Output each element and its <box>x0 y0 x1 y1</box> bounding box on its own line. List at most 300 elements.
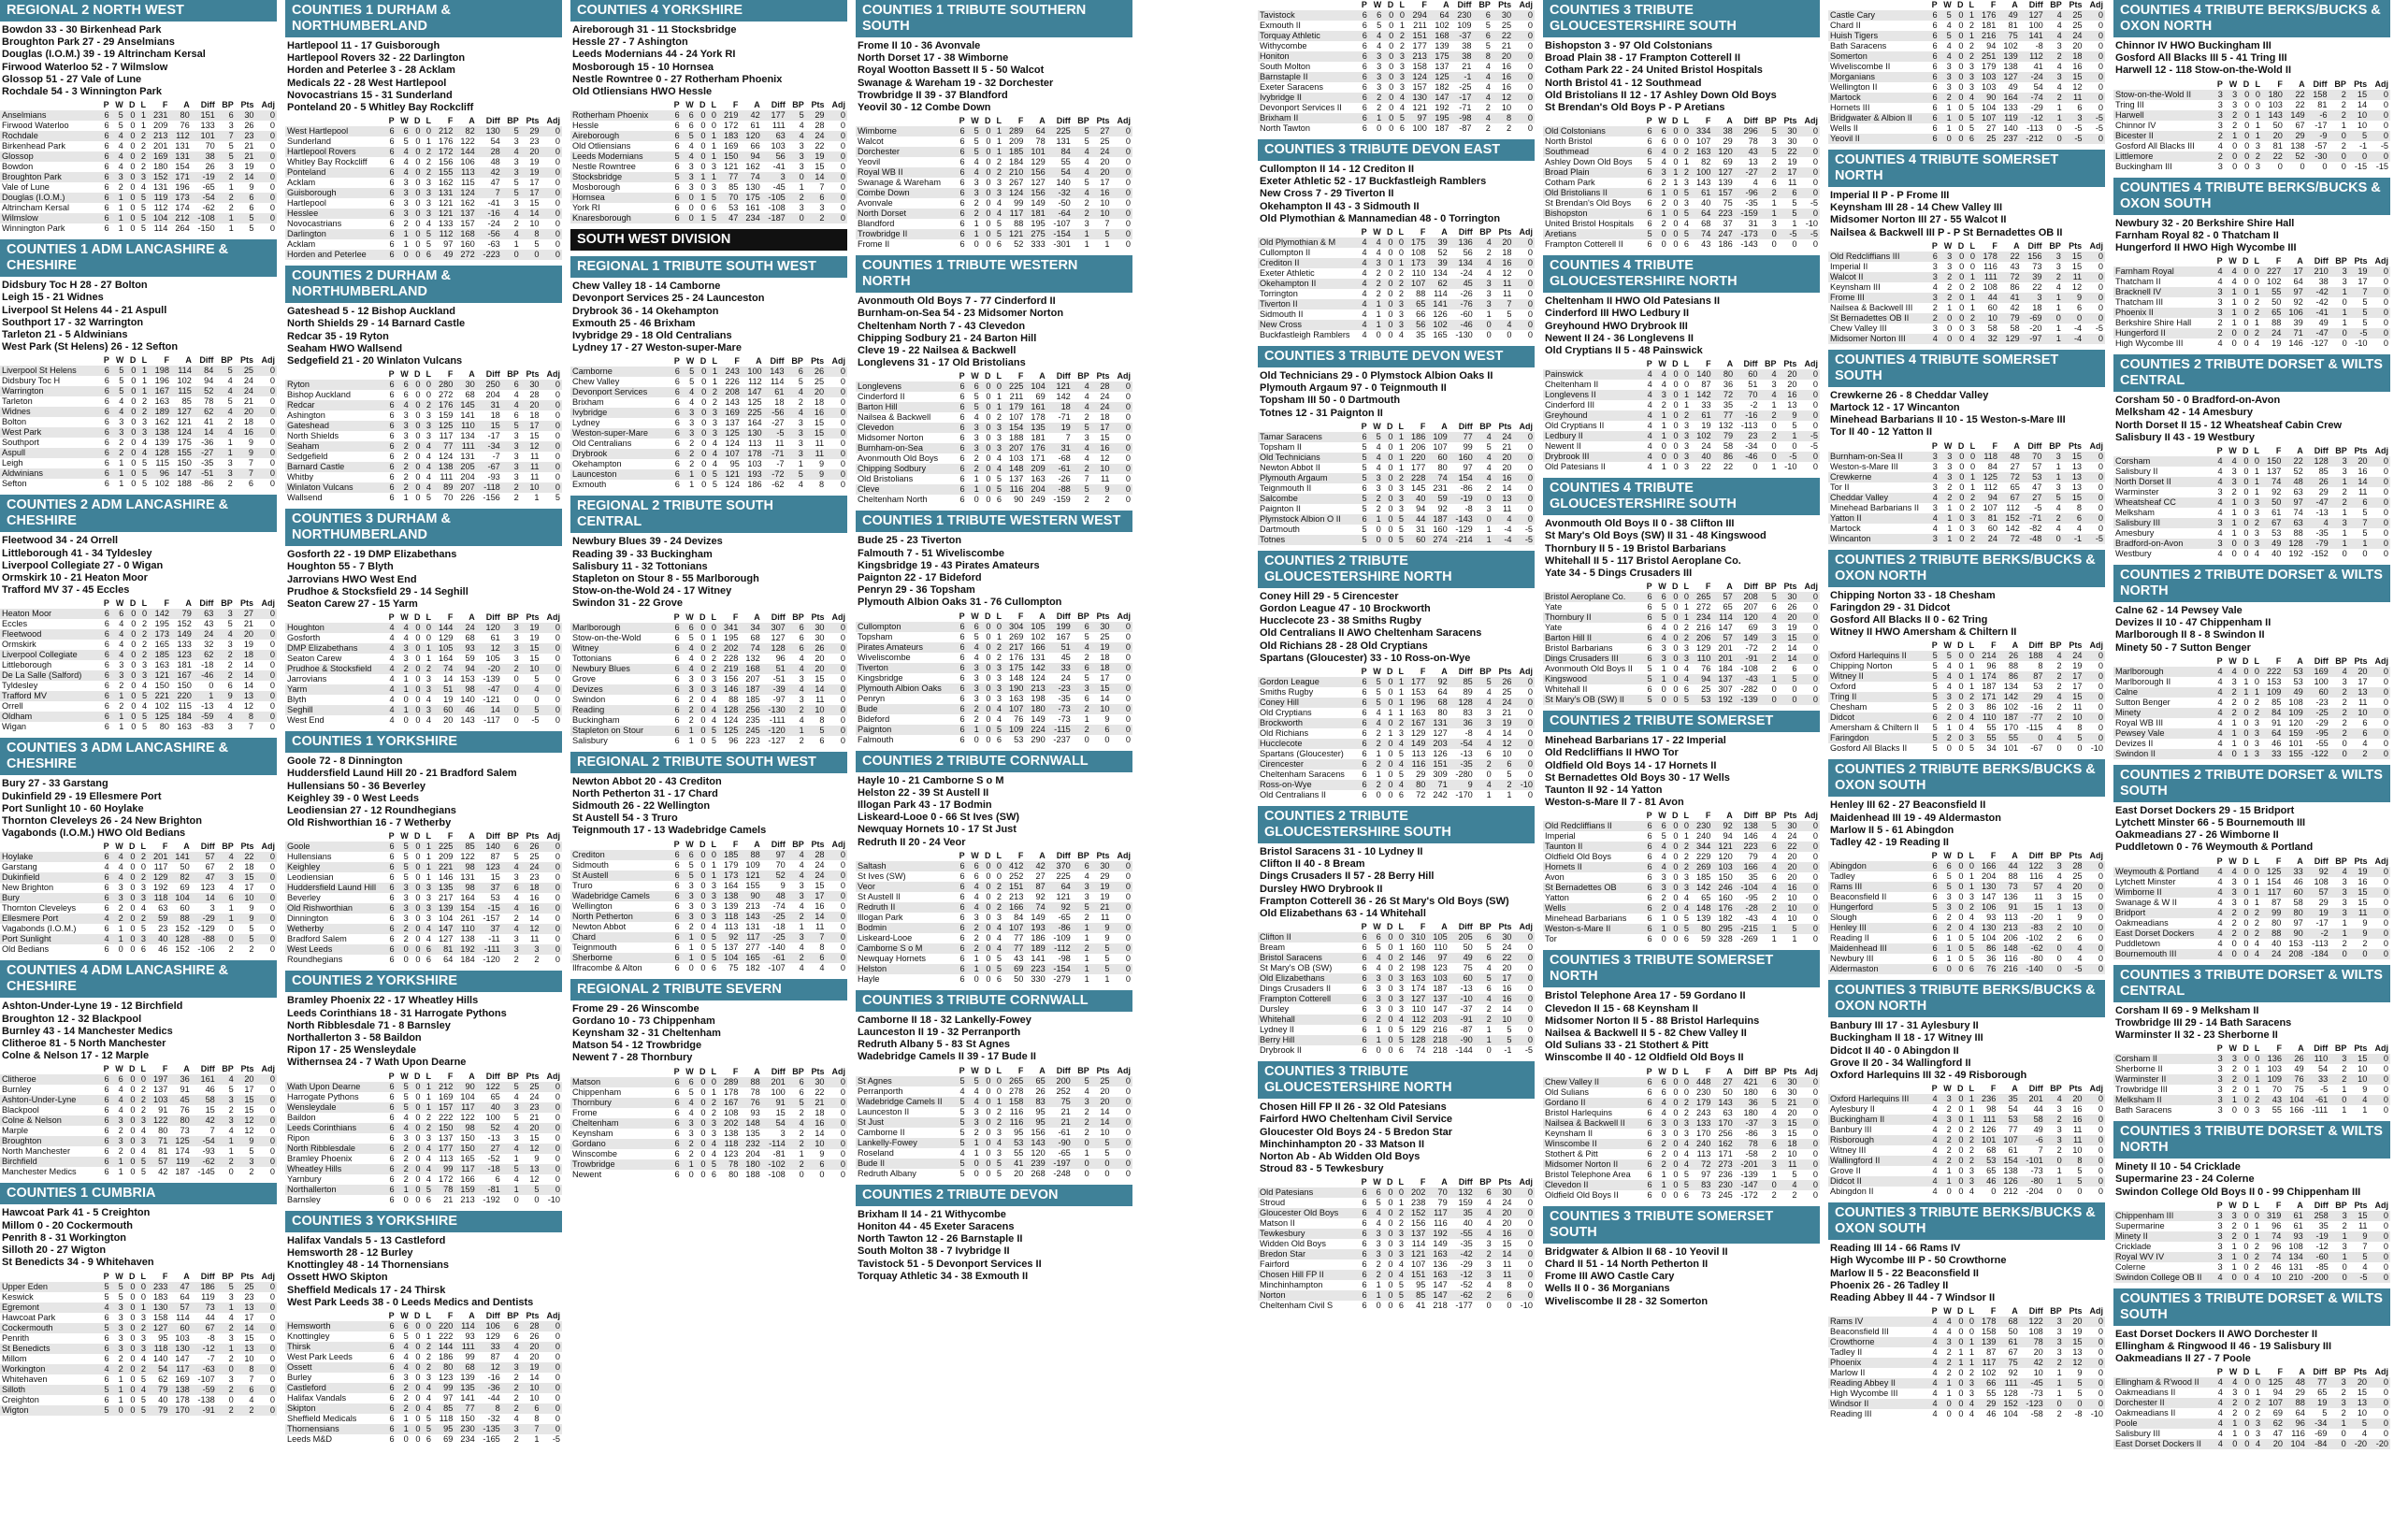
stat-cell: 5 <box>513 178 519 188</box>
stat-cell: -76 <box>1449 299 1475 309</box>
stat-cell: 4 <box>1486 1198 1492 1208</box>
stat-cell: 103 <box>747 459 762 469</box>
team-name: Upper Eden <box>0 1282 100 1292</box>
stat-cell: 0 <box>696 643 708 654</box>
stat-cell: 0 <box>707 1077 717 1087</box>
table-row <box>0 903 277 914</box>
stat-cell: 138 <box>718 891 740 901</box>
table-row <box>285 903 562 914</box>
stat-cell: 261 <box>460 914 475 924</box>
stat-cell: 2 <box>502 482 521 493</box>
table-row <box>570 377 847 387</box>
stat-cell: 1 <box>688 942 694 952</box>
team-name: Oldham <box>0 712 100 722</box>
column-header: D <box>413 612 421 623</box>
stat-cell: -18 <box>201 660 214 670</box>
stat-cell: 3 <box>1683 198 1689 209</box>
stat-cell: 76 <box>1701 664 1711 674</box>
team-name: Tyldesley <box>2 681 38 691</box>
stat-cell: 2 <box>806 213 827 223</box>
team-name: Swindon <box>572 694 606 704</box>
table-row <box>1258 1198 1535 1208</box>
stat-cell: 5 <box>1661 831 1666 842</box>
results-list <box>285 546 562 612</box>
column-header: BP <box>791 356 803 367</box>
stat-cell: 0 <box>1383 1187 1395 1198</box>
stat-cell: 0 <box>130 162 136 172</box>
stat-cell: 5 <box>1073 484 1091 495</box>
stat-cell: 4 <box>707 705 717 715</box>
stat-cell: 2 <box>502 1403 521 1414</box>
column-header: L <box>140 1271 146 1281</box>
column-header: Diff <box>770 356 785 367</box>
stat-cell: 2 <box>215 650 234 660</box>
stat-cell: 2 <box>1073 464 1091 474</box>
stat-cell: 6 <box>100 1344 111 1354</box>
stat-cell: 8 <box>1507 1280 1512 1290</box>
stat-cell: 0 <box>403 1194 409 1204</box>
stat-cell: 175 <box>1429 51 1451 62</box>
table-row <box>0 893 277 903</box>
stat-cell: 4 <box>111 852 125 862</box>
team-name: Exeter Athletic <box>1260 268 1315 279</box>
stat-cell: 0 <box>1661 441 1666 452</box>
stat-cell: 0 <box>131 376 137 386</box>
stat-cell: 341 <box>718 623 740 633</box>
team-name: Bude <box>856 704 956 714</box>
column-header: BP <box>1765 811 1777 821</box>
stat-cell: 102 <box>1435 21 1449 30</box>
league-section <box>1258 551 1535 800</box>
table-row <box>0 468 277 479</box>
stat-cell: 0 <box>696 664 708 674</box>
stat-cell: 94 <box>204 376 214 386</box>
team-name: Whitehall <box>1258 1015 1358 1025</box>
stat-cell: 99 <box>433 1383 454 1393</box>
column-header: Pts <box>240 1271 254 1281</box>
stat-cell: 178 <box>175 1394 190 1404</box>
stat-cell: 3 <box>1394 494 1405 504</box>
stat-cell: 6 <box>385 126 397 137</box>
stat-cell: 3 <box>137 427 149 438</box>
stat-cell: 0 <box>541 623 562 633</box>
stat-cell: 1 <box>1486 309 1492 320</box>
stat-cell: 6 <box>1362 687 1367 698</box>
stat-cell: 0 <box>1799 167 1820 178</box>
stat-cell: 6 <box>996 495 1002 505</box>
stat-cell: 0 <box>1388 289 1393 299</box>
stat-cell: 0 <box>541 1342 562 1352</box>
stat-cell: 5 <box>1376 1198 1381 1208</box>
stat-cell: 6 <box>671 408 682 418</box>
stat-cell: 6 <box>959 495 965 505</box>
stat-cell: -34 <box>477 441 502 452</box>
team-name: Whitley Bay Rockcliff <box>287 157 368 167</box>
stat-cell: 61 <box>764 387 786 397</box>
table-row <box>856 209 1132 219</box>
stat-cell: -5 <box>1524 1045 1533 1056</box>
stat-cell: 5 <box>249 924 254 934</box>
stat-cell: 1 <box>707 871 717 881</box>
stat-cell: 2 <box>967 464 981 474</box>
result-line: Millom 0 - 20 Cockermouth <box>2 1219 133 1231</box>
stat-cell: 105 <box>1427 932 1449 943</box>
stat-cell: 0 <box>555 1392 560 1403</box>
table-row <box>285 654 562 664</box>
column-header: Diff <box>1743 359 1758 369</box>
stat-cell: 0 <box>1112 663 1132 673</box>
stat-cell: 14 <box>806 684 827 695</box>
stat-cell: 2 <box>397 924 411 934</box>
stat-cell: 149 <box>1406 739 1427 749</box>
stat-cell: 163 <box>1691 147 1712 157</box>
stat-cell: 0 <box>1383 432 1395 442</box>
team-name: St Ives (SW) <box>858 871 906 881</box>
stat-cell: 147 <box>742 387 764 397</box>
stat-cell: 0 <box>986 672 991 683</box>
stat-cell: 4 <box>1394 1015 1405 1025</box>
stat-cell: 5 <box>1091 943 1112 954</box>
stat-cell: 168 <box>454 229 476 239</box>
stat-cell: 70 <box>205 141 215 151</box>
stat-cell: 137 <box>1008 474 1024 484</box>
league-section <box>0 960 277 1177</box>
team-name: Old Colstonians <box>1543 126 1643 137</box>
stat-cell: 3 <box>1475 279 1493 289</box>
stat-cell: 18 <box>1047 402 1073 412</box>
column-header: P <box>1361 922 1367 932</box>
table-row <box>570 643 847 654</box>
stat-cell: 0 <box>981 402 993 412</box>
stat-cell: 4 <box>425 452 431 462</box>
stat-cell: 0 <box>541 167 562 178</box>
league-section <box>570 256 847 490</box>
table-header-row <box>0 100 277 110</box>
stat-cell: 0 <box>269 182 275 193</box>
stat-cell: 0 <box>411 1082 423 1092</box>
column-header: Pts <box>1783 582 1797 592</box>
stat-cell: 2 <box>1084 412 1089 423</box>
stat-cell: 0 <box>688 203 694 213</box>
stat-cell: 0 <box>411 842 423 852</box>
stat-cell: 0 <box>1383 994 1395 1004</box>
stat-cell: 2 <box>137 1095 147 1105</box>
column-header: D <box>1387 0 1394 9</box>
stat-cell: 6 <box>1475 1187 1493 1198</box>
stat-cell: 121 <box>1406 1249 1427 1259</box>
stat-cell: -223 <box>477 250 502 260</box>
stat-cell: 3 <box>137 1344 147 1354</box>
stat-cell: 0 <box>1104 734 1110 744</box>
column-header: W <box>971 850 979 860</box>
results-list <box>1258 1099 1535 1177</box>
stat-cell: -11 <box>488 934 500 944</box>
team-name: Tottonians <box>572 653 612 663</box>
team-name: Pirates Amateurs <box>856 642 956 653</box>
stat-cell: -130 <box>762 705 787 715</box>
table-row <box>285 1174 562 1185</box>
stat-cell: 80 <box>169 1115 191 1126</box>
stat-cell: 2 <box>799 1128 804 1138</box>
stat-cell: 3 <box>1084 891 1089 901</box>
result-line: Bowdon 33 - 30 Birkenhead Park <box>2 24 162 36</box>
stat-cell: 5 <box>1394 1290 1405 1301</box>
stat-cell: 0 <box>1125 219 1131 229</box>
stat-cell: 6 <box>806 193 827 203</box>
result-line: Paignton 22 - 17 Bideford <box>858 572 982 584</box>
stat-cell: 1 <box>534 1433 540 1444</box>
team-name: Barton Hill <box>856 402 956 412</box>
stat-cell: 13 <box>235 691 255 701</box>
stat-cell: 212 <box>433 1082 454 1092</box>
column-header: Diff <box>485 612 500 623</box>
stat-cell: 157 <box>1712 188 1734 198</box>
stat-cell: 15 <box>244 1332 254 1343</box>
stat-cell: 97 <box>443 239 454 250</box>
table-row <box>0 141 277 151</box>
stat-cell: 63 <box>762 131 787 141</box>
stat-cell: 163 <box>1406 973 1427 984</box>
stat-cell: -81 <box>477 1185 502 1195</box>
stat-cell: 5 <box>682 871 696 881</box>
stat-cell: 177 <box>1412 41 1427 50</box>
stat-cell: 15 <box>529 431 540 441</box>
team-name: Hemsworth <box>285 1321 385 1331</box>
stat-cell: 6 <box>956 943 967 954</box>
stat-cell: 4 <box>228 883 234 893</box>
stat-cell: 17 <box>244 1312 254 1322</box>
stat-cell: 201 <box>152 141 168 151</box>
team-name: Blandford <box>858 219 895 229</box>
column-header: Adj <box>546 369 560 380</box>
stat-cell: -5 <box>1779 229 1799 239</box>
stat-cell: -93 <box>487 472 500 482</box>
table-row <box>285 1123 562 1133</box>
stat-cell: 185 <box>1003 147 1025 157</box>
stat-cell: 3 <box>1369 994 1383 1004</box>
stat-cell: 0 <box>840 203 845 213</box>
stat-cell: 296 <box>1735 126 1760 137</box>
stat-cell: 4 <box>1486 963 1492 973</box>
table-row <box>1543 431 1820 441</box>
column-header: D <box>1386 667 1393 677</box>
stat-cell: 3 <box>1369 72 1383 82</box>
stat-cell: 6 <box>956 443 967 453</box>
result-line: Dings Crusaders II 57 - 28 Berry Hill <box>1260 871 1435 883</box>
stat-cell: 6 <box>104 619 109 629</box>
stat-cell: 272 <box>1695 602 1711 612</box>
stat-cell: 16 <box>521 903 541 914</box>
stat-cell: 4 <box>711 694 716 704</box>
column-header: F <box>164 598 169 609</box>
stat-cell: 64 <box>1691 209 1712 219</box>
stat-cell: 137 <box>152 1085 168 1095</box>
team-name: Truro <box>572 880 593 890</box>
table-row <box>856 239 1132 250</box>
stat-cell: 0 <box>415 633 421 643</box>
stat-cell: -56 <box>764 408 786 418</box>
stat-cell: 8 <box>819 942 825 952</box>
stat-cell: 19 <box>1701 421 1711 431</box>
result-line: Hartlepool 11 - 17 Guisborough <box>287 40 440 51</box>
team-name: Knottingley <box>287 1331 330 1341</box>
stat-cell: 15 <box>529 198 540 209</box>
table-row <box>570 480 847 490</box>
stat-cell: 3 <box>1680 654 1690 664</box>
stat-cell: 0 <box>827 172 847 182</box>
stat-cell: -97 <box>772 694 786 704</box>
stat-cell: 6 <box>1358 514 1369 525</box>
stat-cell: 3 <box>708 428 719 439</box>
stat-cell: 2 <box>425 1351 431 1361</box>
stat-cell: 70 <box>443 493 454 503</box>
stat-cell: 9 <box>534 1153 540 1163</box>
stat-cell: 0 <box>1673 462 1679 472</box>
stat-cell: 114 <box>1712 612 1734 623</box>
table-row <box>285 1383 562 1393</box>
team-name: Ormskirk <box>2 640 36 650</box>
stat-cell: 5 <box>688 859 694 870</box>
stat-cell: 5 <box>403 1331 409 1341</box>
stat-cell: 0 <box>403 715 409 726</box>
column-header: P <box>959 371 965 381</box>
column-header: Pts <box>1498 922 1512 932</box>
stat-cell: 54 <box>1047 167 1073 178</box>
stat-cell: 186 <box>1031 932 1046 943</box>
stat-cell: 0 <box>415 1112 421 1122</box>
stat-cell: 2 <box>425 157 431 167</box>
stat-cell: 5 <box>137 712 149 722</box>
column-header: F <box>447 369 454 380</box>
league-section <box>0 1183 277 1415</box>
stat-cell: 207 <box>745 673 760 684</box>
stat-cell: 21 <box>236 151 256 162</box>
stat-cell: 0 <box>1527 770 1533 780</box>
stat-cell: 52 <box>1014 239 1024 250</box>
stat-cell: 21 <box>1501 41 1512 50</box>
stat-cell: 107 <box>1406 279 1427 289</box>
stat-cell: 77 <box>454 1403 476 1414</box>
table-row <box>285 1403 562 1414</box>
column-header <box>856 851 956 861</box>
stat-cell: 4 <box>118 141 123 151</box>
stat-cell: 6 <box>1362 1198 1367 1208</box>
stat-cell: 6 <box>104 1332 109 1343</box>
stat-cell: 2 <box>217 193 236 203</box>
stat-cell: 0 <box>701 397 707 408</box>
team-name: Barnstaple II <box>1258 72 1358 82</box>
stat-cell: 0 <box>1527 462 1533 472</box>
team-name: Walcot <box>858 137 884 147</box>
stat-cell: 4 <box>385 705 397 715</box>
stat-cell: 0 <box>981 1159 993 1169</box>
stat-cell: 42 <box>477 167 502 178</box>
stat-cell: 20 <box>1502 1218 1512 1229</box>
stat-cell: 20 <box>815 653 825 663</box>
stat-cell: 208 <box>719 387 742 397</box>
stat-cell: 0 <box>1673 239 1679 250</box>
stat-cell: 4 <box>389 654 395 664</box>
stat-cell: 13 <box>1748 157 1758 167</box>
column-header: P <box>673 100 680 110</box>
stat-cell: 5 <box>1362 524 1367 534</box>
stat-cell: 7 <box>1084 474 1089 484</box>
stat-cell: 0 <box>700 859 706 870</box>
column-header: BP <box>507 116 519 126</box>
team-name: Southmead <box>1543 147 1643 157</box>
stat-cell: 201 <box>762 1077 787 1087</box>
stat-cell: 1 <box>502 1185 521 1195</box>
stat-cell: 6 <box>671 932 682 943</box>
stat-cell: 230 <box>1691 821 1712 831</box>
stat-cell: 3 <box>403 654 409 664</box>
league-table <box>570 612 847 746</box>
stat-cell: 75 <box>728 962 739 972</box>
stat-cell: 97 <box>762 850 787 860</box>
column-header: F <box>447 831 454 842</box>
stat-cell: 98 <box>454 684 476 695</box>
stat-cell: 149 <box>171 629 194 640</box>
stat-cell: 3 <box>996 178 1002 188</box>
stat-cell: 9 <box>249 182 254 193</box>
stat-cell: 16 <box>1779 390 1799 400</box>
stat-cell: -173 <box>1735 229 1760 239</box>
stat-cell: -5 <box>552 1433 560 1444</box>
stat-cell: 117 <box>454 1164 476 1174</box>
stat-cell: 0 <box>541 209 562 219</box>
league-table <box>0 1272 277 1416</box>
stat-cell: 5 <box>1680 229 1690 239</box>
team-name: Old Centralians II <box>1260 790 1326 800</box>
stat-cell: 5 <box>1369 677 1383 687</box>
stat-cell: 6 <box>682 110 696 121</box>
team-name: Sherborne <box>570 953 671 963</box>
stat-cell: 6 <box>671 387 682 397</box>
table-row <box>0 1126 277 1136</box>
team-name: Plymstock Albion O II <box>1258 514 1358 525</box>
stat-cell: 222 <box>438 1331 454 1341</box>
column-header: Diff <box>771 612 786 622</box>
team-name: Wiveliscombe <box>858 652 911 662</box>
stat-cell: 17 <box>244 1085 254 1095</box>
stat-cell: 4 <box>1394 1270 1405 1280</box>
result-line: Cotham Park 22 - 24 United Bristol Hospitals <box>1545 65 1763 77</box>
team-name: Hoylake <box>0 852 100 862</box>
stat-cell: 0 <box>130 924 136 934</box>
stat-cell: 52 <box>194 386 215 396</box>
stat-cell: 2 <box>688 1148 694 1159</box>
stat-cell: 125 <box>1429 72 1451 82</box>
stat-cell: 3 <box>422 903 432 914</box>
table-row <box>856 433 1132 443</box>
table-header-row <box>570 356 847 367</box>
league-section <box>285 1211 562 1445</box>
stat-cell: 6 <box>671 623 682 633</box>
league-table <box>1543 116 1820 250</box>
column-header: Diff <box>1458 421 1473 431</box>
table-row <box>1258 943 1535 953</box>
result-line: Old Redcliffians II HWO Tor <box>1545 747 1679 759</box>
stat-cell: 6 <box>1362 770 1367 780</box>
stat-cell: 4 <box>422 924 432 934</box>
stat-cell: 2 <box>1104 495 1110 505</box>
result-line: Burnley 43 - 14 Manchester Medics <box>2 1025 173 1037</box>
stat-cell: 0 <box>1527 1280 1533 1290</box>
stat-cell: -192 <box>483 1194 500 1204</box>
stat-cell: 1 <box>425 852 431 862</box>
stat-cell: 0 <box>1383 299 1395 309</box>
stat-cell: 0 <box>1527 103 1533 112</box>
